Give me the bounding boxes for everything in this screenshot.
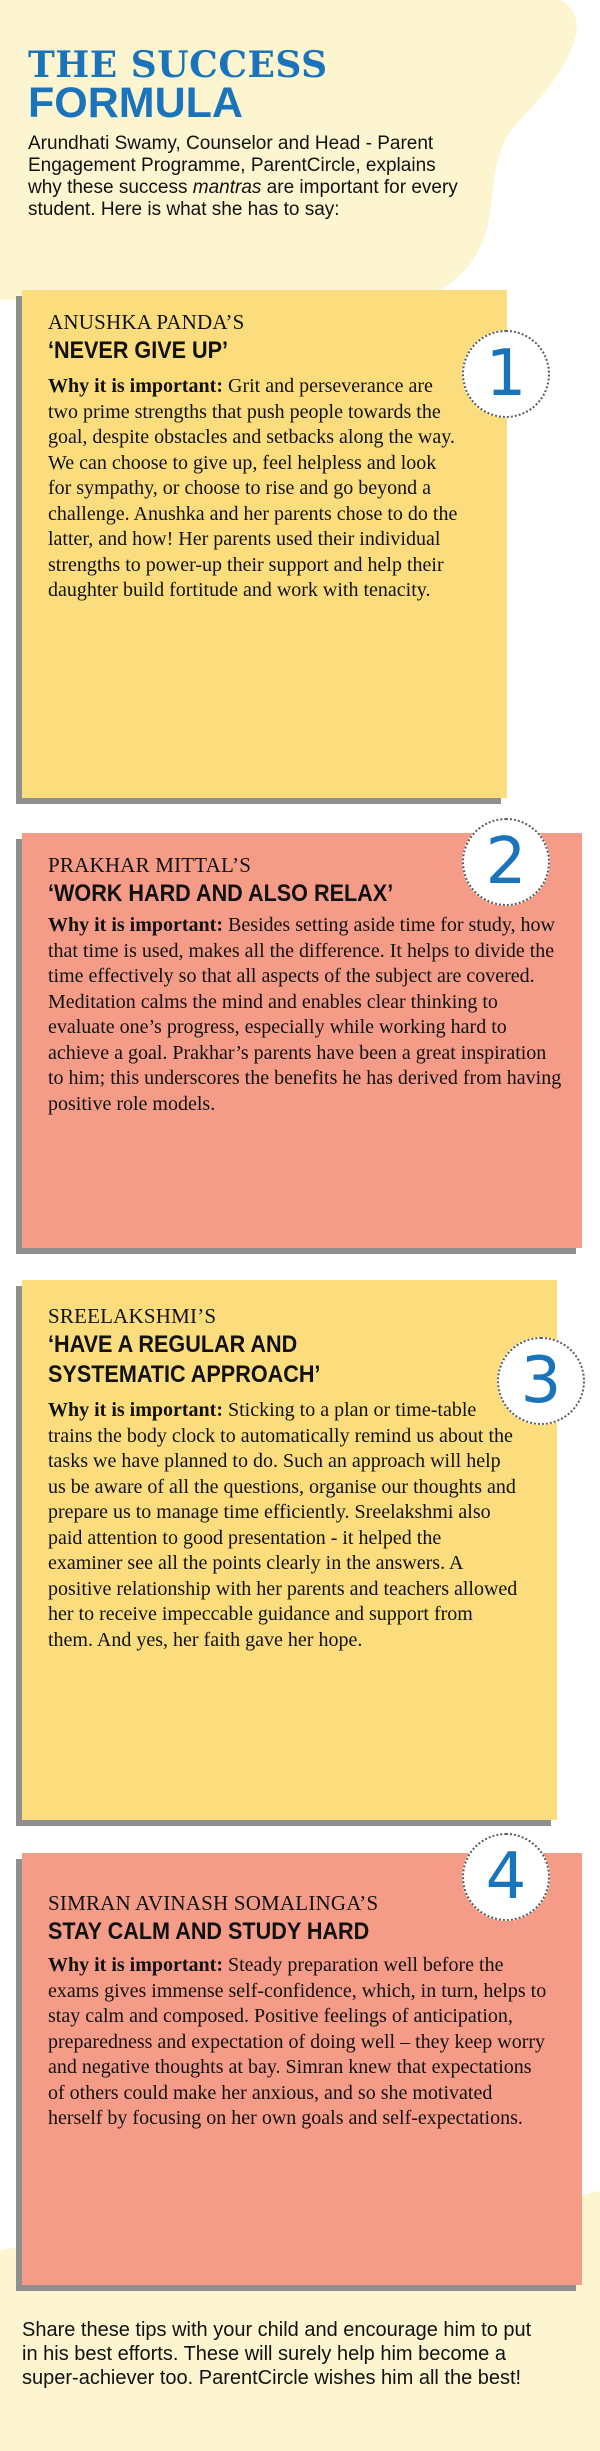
card-tip-title: STAY CALM AND STUDY HARD	[48, 1918, 370, 1945]
why-label: Why it is important:	[48, 914, 223, 936]
footer-paragraph: Share these tips with your child and encourage him to put in his best efforts. These will surely help him become a super-achiever too. ParentCircle wishes him all the best!	[22, 2319, 532, 2389]
card-body	[48, 1953, 548, 2132]
card-tip-title: ‘WORK HARD AND ALSO RELAX’	[48, 880, 394, 907]
card-tip-title: ‘HAVE A REGULAR AND SYSTEMATIC APPROACH’	[48, 1331, 321, 1388]
card-person-name: PRAKHAR MITTAL’S	[48, 853, 252, 877]
number-badge-3: 3	[497, 1337, 585, 1425]
why-label: Why it is important:	[48, 1954, 223, 1976]
card-body	[48, 1398, 518, 1653]
intro-text-end: are important for every student. Here is what she has to say:	[28, 177, 458, 220]
card-body-text: Grit and perseverance are two prime strengths that push people towards the goal, despite obstacles and setbacks along the way. We can choose to give up, feel helpless and look for sympathy, or choose to rise and go beyond a challenge. Anushka and her parents chose to do the latter, and how! Her parents used their individual strengths to power-up their support and help their daughter build fortitude and work with tenacity.	[48, 375, 458, 601]
intro-text-start: Arundhati Swamy, Counselor and Head - Parent Engagement Programme, ParentCircle, explains why these success	[28, 133, 436, 198]
card-person-name: SREELAKSHMI’S	[48, 1304, 217, 1328]
number-badge-1: 1	[462, 330, 550, 418]
page-title-line1: THE SUCCESS	[28, 44, 328, 86]
why-label: Why it is important:	[48, 1399, 223, 1421]
intro-italic-word: mantras	[192, 177, 262, 198]
tip-card-3	[22, 1280, 557, 1820]
number-badge-2: 2	[462, 818, 550, 906]
card-body-text: Steady preparation well before the exams gives immense self-confidence, which, in turn, helps to stay calm and composed. Positive feelings of anticipation, preparedness and expectation of doing well – they keep worry and negative thoughts at bay. Simran knew that expectations of others could make her anxious, and so she motivated herself by focusing on her own goals and self-expectations.	[48, 1954, 547, 2129]
card-body	[48, 913, 563, 1117]
card-person-name: SIMRAN AVINASH SOMALINGA’S	[48, 1891, 379, 1915]
article-header	[28, 45, 468, 221]
card-body	[48, 374, 463, 604]
page-title-line2: FORMULA	[28, 79, 243, 127]
card-tip-title: ‘NEVER GIVE UP’	[48, 337, 229, 364]
why-label: Why it is important:	[48, 375, 223, 397]
tip-card-1	[22, 290, 507, 798]
intro-paragraph	[28, 133, 468, 221]
card-body-text: Besides setting aside time for study, how that time is used, makes all the difference. It helps to divide the time effectively so that all aspects of the subject are covered. Meditation calms the mind and enables clear thinking to evaluate one’s progress, especially while working hard to achieve a goal. Prakhar’s parents have been a great inspiration to him; this underscores the benefits he has derived from having positive role models.	[48, 914, 562, 1115]
card-body-text: Sticking to a plan or time-table trains the body clock to automatically remind us about the tasks we have planned to do. Such an approach will help us be aware of all the questions, organise our thoughts and prepare us to manage time efficiently. Sreelakshmi also paid attention to good presentation - it helped the examiner see all the points clearly in the answers. A positive relationship with her parents and teachers allowed her to receive impeccable guidance and support from them. And yes, her faith gave her hope.	[48, 1399, 518, 1651]
number-badge-4: 4	[462, 1833, 550, 1921]
card-person-name: ANUSHKA PANDA’S	[48, 310, 245, 334]
